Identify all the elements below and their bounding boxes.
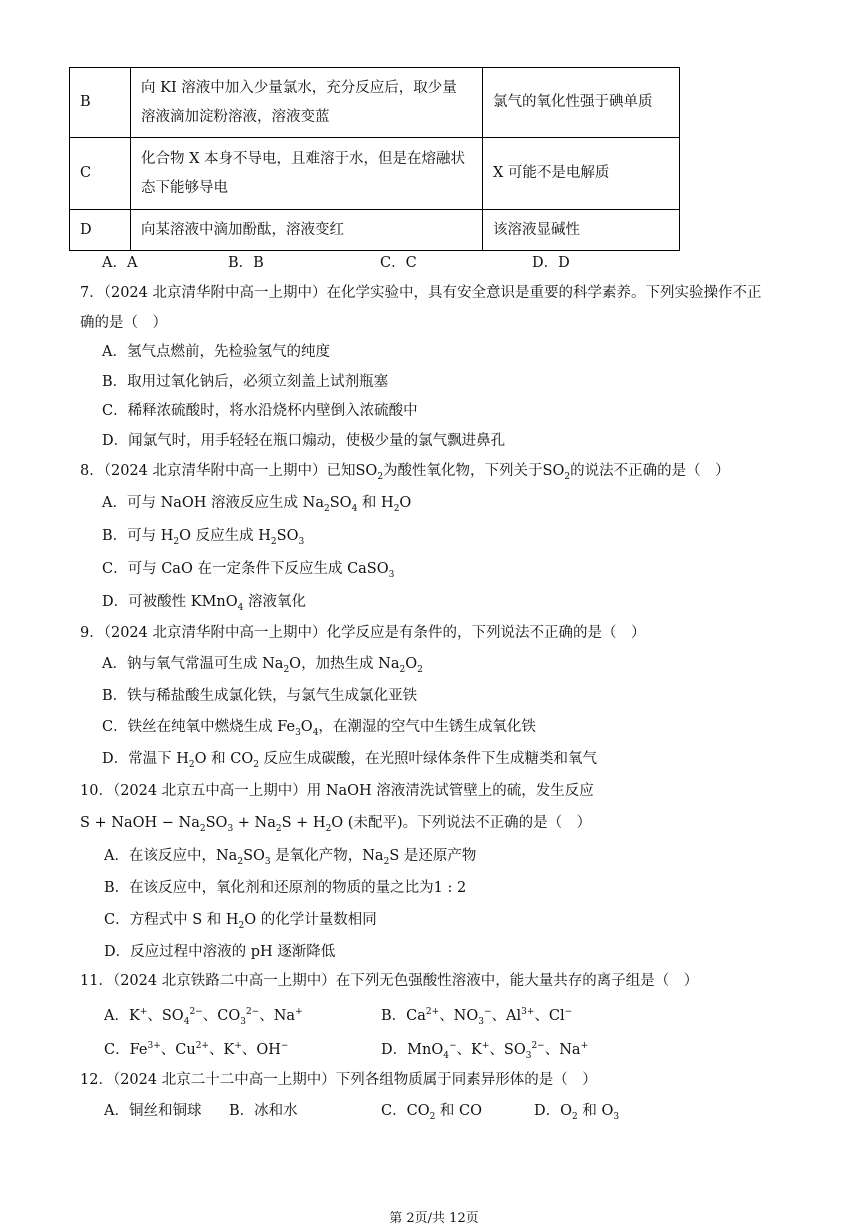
table-row xyxy=(70,210,680,251)
q6-choices xyxy=(102,253,570,273)
row-description-line: 向 KI 溶液中加入少量氯水，充分反应后，取少量 xyxy=(141,79,457,96)
row-description-line: 化合物 X 本身不导电，且难溶于水，但是在熔融状 xyxy=(141,150,466,167)
q8-option-c: C．可与 CaO 在一定条件下反应生成 CaSO$_3$ xyxy=(102,561,395,580)
q7-option-d: D．闻氯气时，用手轻轻在瓶口煽动，使极少量的氯气飘进鼻孔 xyxy=(102,433,506,449)
row-description-line: 态下能够导电 xyxy=(141,179,228,196)
q10-option-a: A．在该反应中，$Na_2SO_3$ 是氧化产物，$Na_2S$ 是还原产物 xyxy=(104,848,477,867)
table-row xyxy=(70,138,680,210)
q10-option-c: C．方程式中 S 和 $H_2O$ 的化学计量数相同 xyxy=(104,912,377,931)
row-label: D xyxy=(70,210,131,251)
q7-stem: 7．（2024 北京清华附中高一上期中）在化学实验中，具有安全意识是重要的科学素养。下列实验操作不正 xyxy=(80,285,762,301)
q10-stem: 10．（2024 北京五中高一上期中）用 NaOH 溶液清洗试管壁上的硫，发生反应 xyxy=(80,783,594,799)
q12-option-c: C．$CO_2$ 和 CO xyxy=(381,1103,483,1122)
q11-stem: 11．（2024 北京铁路二中高一上期中）在下列无色强酸性溶液中，能大量共存的离子组是（ ） xyxy=(80,973,699,989)
row-conclusion: 氯气的氧化性强于碘单质 xyxy=(483,68,680,138)
choice-b: B．B xyxy=(228,255,264,271)
q12-stem: 12．（2024 北京二十二中高一上期中）下列各组物质属于同素异形体的是（ ） xyxy=(80,1072,597,1088)
row-description-line: 溶液滴加淀粉溶液，溶液变蓝 xyxy=(141,108,330,125)
row-description xyxy=(131,138,483,210)
q12-option-b: B．冰和水 xyxy=(229,1103,298,1119)
q9-option-d: D．常温下 $H_2O$ 和 $CO_2$ 反应生成碳酸，在光照叶绿体条件下生成糖类和氧气 xyxy=(102,751,598,770)
row-description xyxy=(131,68,483,138)
row-conclusion: 该溶液显碱性 xyxy=(483,210,680,251)
q10-option-b: B．在该反应中，氧化剂和还原剂的物质的量之比为1 : 2 xyxy=(104,880,467,896)
q7-option-c: C．稀释浓硫酸时，将水沿烧杯内壁倒入浓硫酸中 xyxy=(102,403,418,419)
q12-option-a: A．铜丝和铜球 xyxy=(104,1103,202,1119)
q10-equation: S + NaOH − $Na_2SO_3 + Na_2S + H_2O$ (未配平)。下列说法不正确的是（ ） xyxy=(80,815,592,834)
q8-option-b: B．可与 $H_2O$ 反应生成 $H_2SO_3$ xyxy=(102,528,305,547)
q12-option-d: D．$O_2$ 和 $O_3$ xyxy=(534,1103,620,1122)
q11-option-a: A．K+、$SO_4^{2-}$、$CO_3^{2-}$、Na+ xyxy=(104,1007,303,1027)
choice-c: C．C xyxy=(380,255,417,271)
q10-option-d: D．反应过程中溶液的 pH 逐渐降低 xyxy=(104,944,336,960)
q8-stem: 8．（2024 北京清华附中高一上期中）已知$SO_2$为酸性氧化物，下列关于$SO_2$的说法不正确的是（ ） xyxy=(80,463,730,482)
q7-option-b: B．取用过氧化钠后，必须立刻盖上试剂瓶塞 xyxy=(102,374,389,390)
row-label: C xyxy=(70,138,131,210)
page-footer: 第 2页/共 12页 xyxy=(389,1211,479,1226)
choice-d: D．D xyxy=(532,255,570,271)
table-row xyxy=(70,68,680,138)
row-conclusion: X 可能不是电解质 xyxy=(483,138,680,210)
q9-option-b: B．铁与稀盐酸生成氯化铁，与氯气生成氯化亚铁 xyxy=(102,688,418,704)
q9-option-c: C．铁丝在纯氧中燃烧生成 $Fe_3O_4$，在潮湿的空气中生锈生成氧化铁 xyxy=(102,719,536,738)
q7-stem-cont: 确的是（ ） xyxy=(80,315,167,331)
row-label: B xyxy=(70,68,131,138)
choice-a: A．A xyxy=(102,255,138,271)
options-table xyxy=(69,67,680,251)
q11-option-b: B．$Ca^{2+}$、$NO_3^-$、$Al^{3+}$、Cl− xyxy=(381,1007,573,1027)
q8-option-a: A．可与 NaOH 溶液反应生成 $Na_2SO_4$ 和 $H_2O$ xyxy=(102,495,412,514)
q11-option-c: C．$Fe^{3+}$、$Cu^{2+}$、K+、OH− xyxy=(104,1041,289,1058)
row-description: 向某溶液中滴加酚酞，溶液变红 xyxy=(131,210,483,251)
q8-option-d: D．可被酸性 KMnO$_4$ 溶液氧化 xyxy=(102,594,306,613)
q9-option-a: A．钠与氧气常温可生成 $Na_2O$，加热生成 $Na_2O_2$ xyxy=(102,656,423,675)
q11-option-d: D．MnO$_4$−、K+、$SO_3^{2-}$、Na+ xyxy=(381,1041,589,1061)
q9-stem: 9．（2024 北京清华附中高一上期中）化学反应是有条件的，下列说法不正确的是（ ） xyxy=(80,625,646,641)
q7-option-a: A．氢气点燃前，先检验氢气的纯度 xyxy=(102,344,330,360)
